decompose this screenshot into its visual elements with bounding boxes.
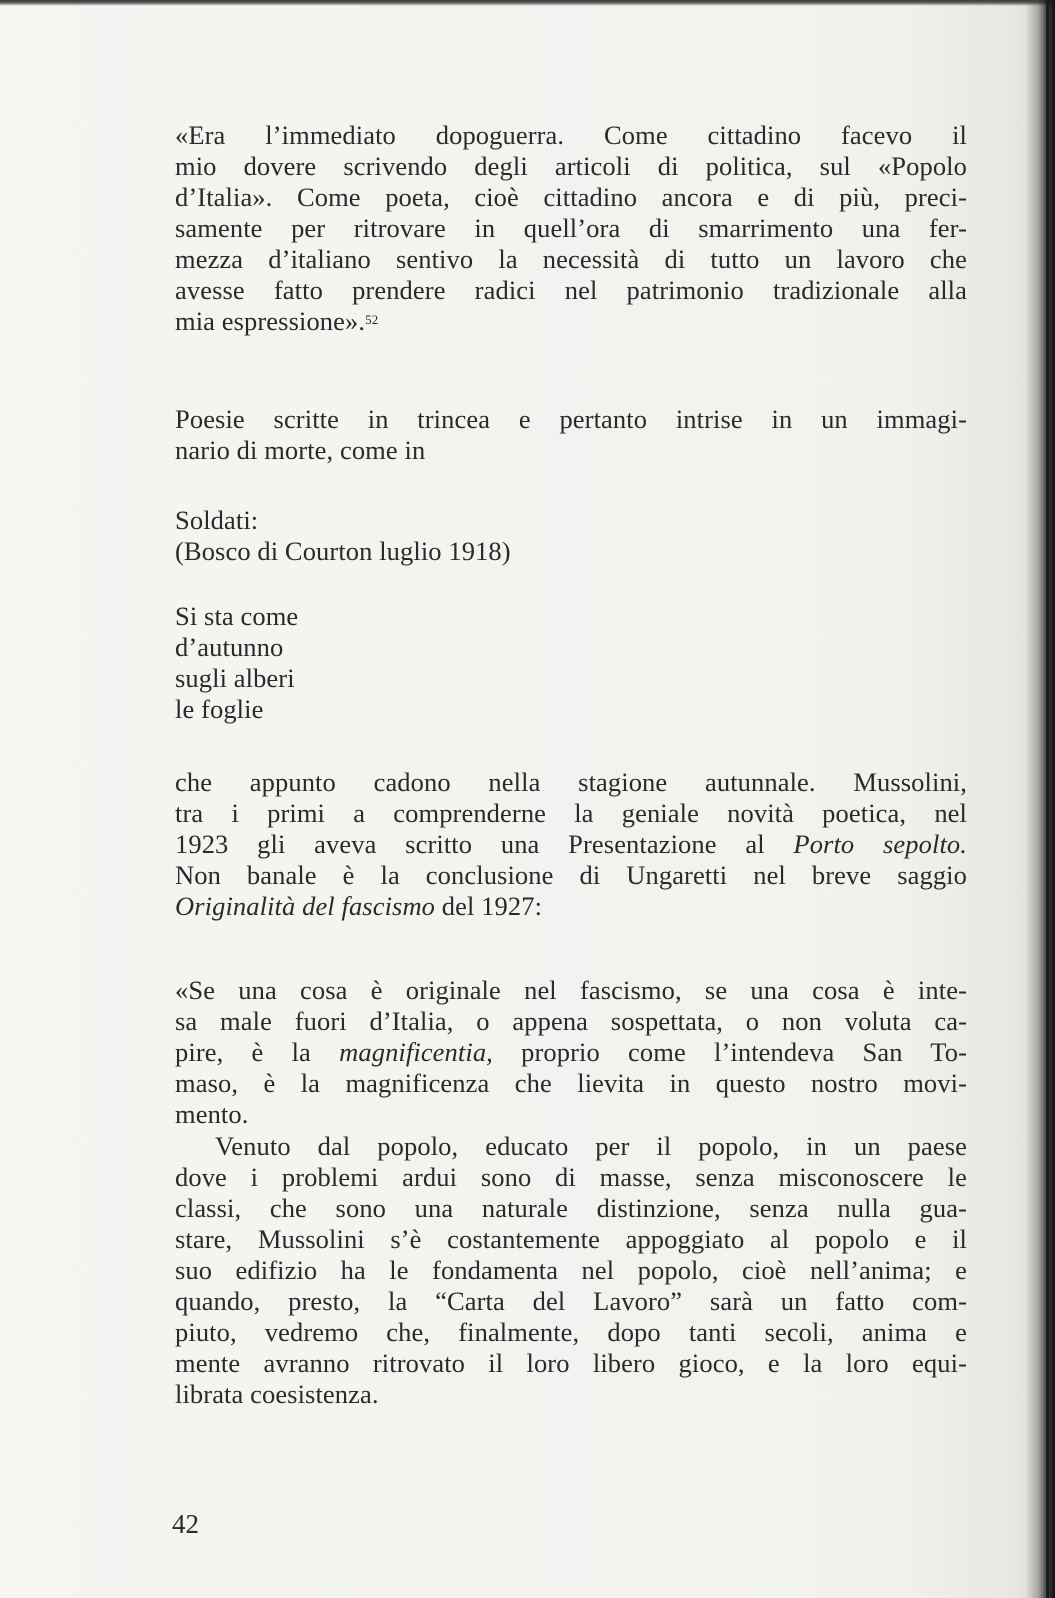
quote2-line: «Se una cosa è originale nel fascismo, se una cosa è inte- [175, 975, 967, 1005]
quote2-line: quando, presto, la “Carta del Lavoro” sarà un fatto com- [175, 1286, 967, 1316]
quote2-line: piuto, vedremo che, finalmente, dopo tanti secoli, anima e [175, 1317, 967, 1347]
quote2-line: maso, è la magnificenza che lievita in questo nostro movi- [175, 1068, 967, 1098]
poem-verse: le foglie [175, 694, 264, 724]
quote1-line: d’Italia». Come poeta, cioè cittadino ancora e di più, preci- [175, 182, 967, 212]
quote1-line: samente per ritrovare in quell’ora di smarrimento una fer- [175, 213, 967, 243]
quote1-line: mia espressione». [175, 306, 366, 336]
ungaretti-quote [175, 975, 967, 1130]
commentary-text: del 1927: [435, 891, 543, 921]
quote2-line: Venuto dal popolo, educato per il popolo, in un paese [215, 1131, 967, 1161]
quote2-line: suo edifizio ha le fondamenta nel popolo, cioè nell’anima; e [175, 1255, 967, 1285]
poem-heading [175, 505, 967, 567]
commentary-line [175, 891, 967, 922]
commentary-text: 1923 gli aveva scritto una Presentazione al [175, 829, 794, 859]
poem-verse: Si sta come [175, 601, 299, 631]
quote1-last-line [175, 306, 967, 337]
commentary-line: che appunto cadono nella stagione autunnale. Mussolini, [175, 767, 967, 797]
quote2-line: classi, che sono una naturale distinzione, senza nulla gua- [175, 1193, 967, 1223]
poem-verse: sugli alberi [175, 663, 295, 693]
quote1-line: «Era l’immediato dopoguerra. Come cittadino facevo il [175, 120, 967, 150]
quote2-text: pire, è la [175, 1037, 340, 1067]
commentary-line [175, 829, 967, 860]
poem-verse: d’autunno [175, 632, 284, 662]
commentary-paragraph [175, 767, 967, 922]
page-number: 42 [172, 1509, 199, 1539]
essay-title-originalita: Originalità del fascismo [175, 891, 436, 921]
binding-gutter-shadow [1025, 0, 1055, 1598]
quote1-line: avesse fatto prendere radici nel patrimonio tradizionale alla [175, 275, 967, 305]
footnote-reference: 52 [365, 312, 379, 327]
quote2-line: sa male fuori d’Italia, o appena sospettata, o non voluta ca- [175, 1006, 967, 1036]
quote2-line: mento. [175, 1099, 249, 1129]
quote1-line: mio dovere scrivendo degli articoli di politica, sul «Popolo [175, 151, 967, 181]
intro-line: Poesie scritte in trincea e pertanto intrise in un immagi- [175, 404, 967, 434]
quote1-line: mezza d’italiano sentivo la necessità di tutto un lavoro che [175, 244, 967, 274]
book-title-porto-sepolto: Porto sepolto. [793, 829, 967, 859]
poem-place-date: (Bosco di Courton luglio 1918) [175, 536, 511, 566]
quote2-line: dove i problemi ardui sono di masse, senza misconoscere le [175, 1162, 967, 1192]
ungaretti-quote-second-paragraph [175, 1131, 967, 1410]
intro-paragraph [175, 404, 967, 466]
magnificentia-term: magnificentia, [339, 1037, 493, 1067]
top-edge-rule [0, 0, 1055, 6]
poem-title: Soldati: [175, 505, 259, 535]
quote2-line [175, 1037, 967, 1068]
opening-quote [175, 120, 967, 337]
commentary-line: Non banale è la conclusione di Ungaretti nel breve saggio [175, 860, 967, 890]
intro-line: nario di morte, come in [175, 435, 426, 465]
quote2-line: librata coesistenza. [175, 1379, 379, 1409]
commentary-line: tra i primi a comprenderne la geniale novità poetica, nel [175, 798, 967, 828]
quote2-line: stare, Mussolini s’è costantemente appoggiato al popolo e il [175, 1224, 967, 1254]
quote2-line: mente avranno ritrovato il loro libero gioco, e la loro equi- [175, 1348, 967, 1378]
poem-verses [175, 601, 967, 725]
binding-gutter-line [1046, 0, 1049, 1598]
quote2-text: proprio come l’intendeva San To- [492, 1037, 967, 1067]
